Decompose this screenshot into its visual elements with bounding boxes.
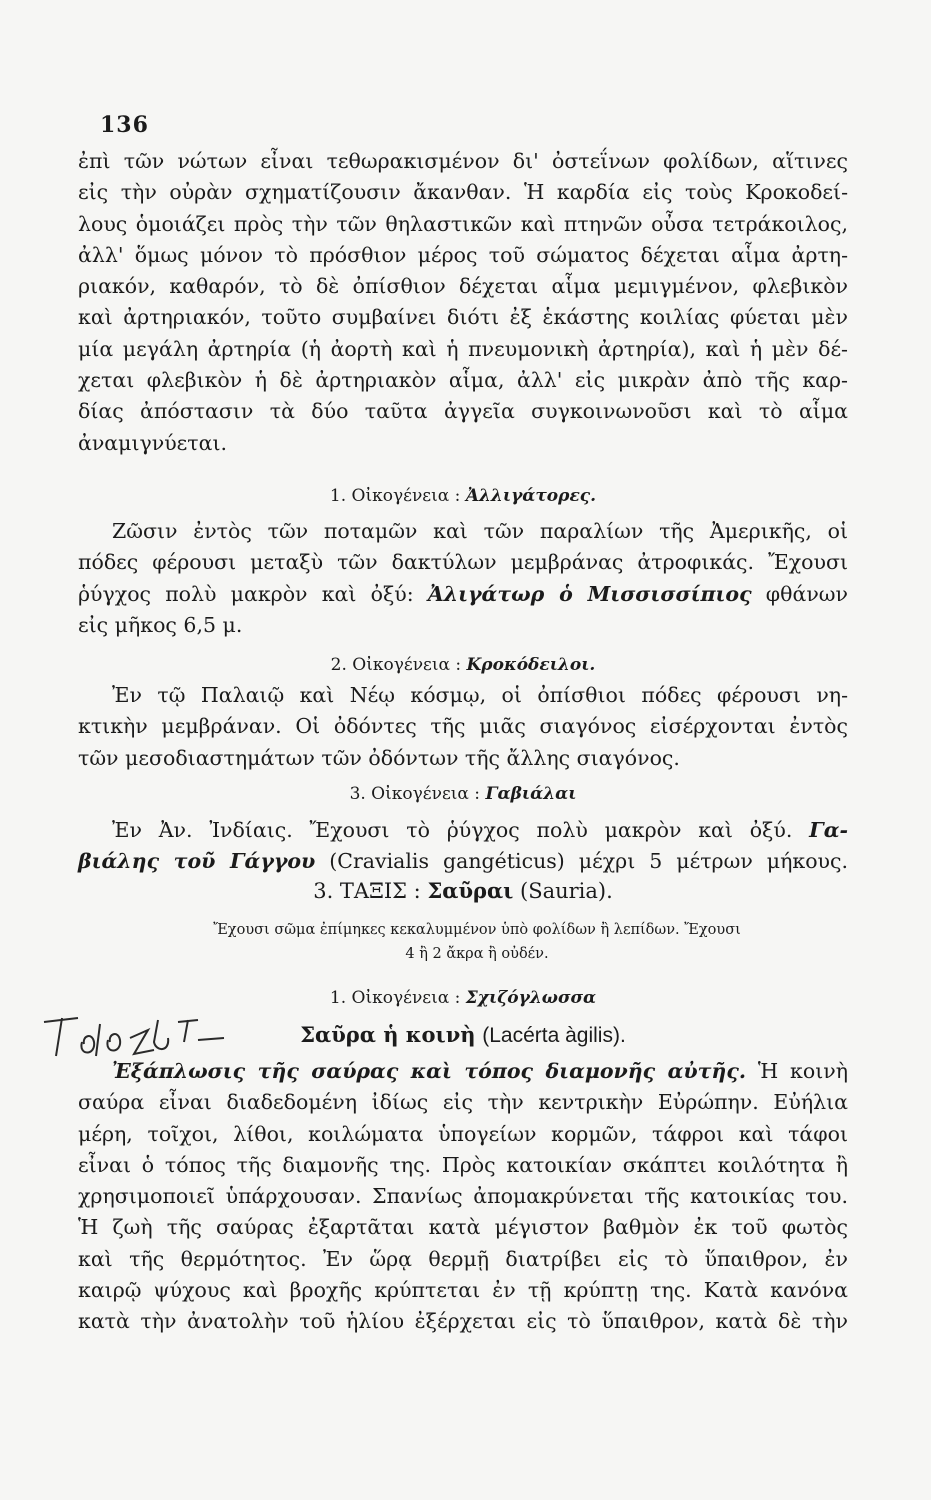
species-name: Γα- — [809, 818, 848, 842]
text-line: ἀλλ' ὅμως μόνον τὸ πρόσθιον μέρος τοῦ σώματος δέχεται αἷμα ἀρτη- — [78, 242, 848, 267]
family-2-heading — [78, 655, 848, 675]
text-line: 4 ἢ 2 ἄκρα ἢ οὐδέν. — [405, 946, 549, 962]
family-3-name: Γαβιάλαι — [485, 784, 577, 804]
family-1-heading — [78, 486, 848, 506]
family-s1-name: Σχιζόγλωσσα — [465, 988, 597, 1008]
text-line: μέρη, τοῖχοι, λίθοι, κοιλώματα ὑπογείων κορμῶν, τάφροι καὶ τάφοι — [78, 1121, 848, 1146]
text-line: ριακόν, καθαρόν, τὸ δὲ ὀπίσθιον δέχεται αἷμα μεμιγμένον, φλεβικὸν — [78, 274, 848, 299]
species-name: Ἀλιγάτωρ ὁ Μισσισσίπιος — [427, 581, 752, 606]
family-2-label: 2. Οἰκογένεια : — [330, 655, 462, 675]
text-line: Ζῶσιν ἐντὸς τῶν ποταμῶν καὶ τῶν παραλίων τῆς Ἀμερικῆς, οἱ — [112, 519, 848, 543]
text-line: ἐπὶ τῶν νώτων εἶναι τεθωρακισμένον δι' ὀστεΐνων φολίδων, αἵτινες — [78, 149, 848, 173]
family-s1-heading — [78, 988, 848, 1008]
family-3-label: 3. Οἰκογένεια : — [349, 784, 481, 804]
text-line: τῶν μεσοδιαστημάτων τῶν ὀδόντων τῆς ἄλλης σιαγόνος. — [78, 745, 680, 770]
text-line: καὶ ἀρτηριακόν, τοῦτο συμβαίνει διότι ἐξ ἑκάστης κοιλίας φύεται μὲν — [78, 305, 848, 330]
text-line: σαύρα εἶναι διαδεδομένη ἰδίως εἰς τὴν κεντρικὴν Εὐρώπην. Εὐήλια — [78, 1090, 848, 1115]
order-3-name: Σαῦραι — [427, 878, 514, 903]
text-line: εἰς μῆκος 6,5 μ. — [78, 612, 243, 637]
text-line: λους ὁμοιάζει πρὸς τὴν τῶν θηλαστικῶν καὶ πτηνῶν οὖσα τετράκοιλος, — [78, 211, 848, 236]
text-line: εἰς τὴν οὐρὰν σχηματίζουσιν ἄκανθαν. Ἡ καρδία εἰς τοὺς Κροκοδεί- — [78, 180, 848, 205]
text-line: χρησιμοποιεῖ ὑπάρχουσαν. Σπανίως ἀπομακρύνεται τῆς κατοικίας του. — [78, 1184, 848, 1209]
text-line — [78, 579, 848, 610]
text-fragment: φθάνων — [765, 581, 848, 606]
text-line: ἀναμιγνύεται. — [78, 430, 228, 455]
text-line: Ἔχουσι σῶμα ἐπίμηκες κεκαλυμμένον ὑπὸ φολίδων ἢ λεπίδων. Ἔχουσι — [213, 922, 741, 938]
family-1-name: Ἀλλιγάτορες. — [465, 486, 597, 506]
order-3-heading — [78, 878, 848, 903]
family-2-paragraph — [78, 680, 848, 774]
text-line: μία μεγάλη ἀρτηρία (ἡ ἀορτὴ καὶ ἡ πνευμονικὴ ἀρτηρία), καὶ ἡ μὲν δέ- — [78, 336, 848, 361]
text-line: κτικὴν μεμβράναν. Οἱ ὀδόντες τῆς μιᾶς σιαγόνος εἰσέρχονται ἐντὸς — [78, 714, 848, 739]
text-fragment: Ἡ κοινὴ — [757, 1059, 848, 1083]
text-line: κατὰ τὴν ἀνατολὴν τοῦ ἡλίου ἐξέρχεται εἰς τὸ ὕπαιθρον, κατὰ δὲ τὴν — [78, 1309, 848, 1334]
distribution-paragraph — [78, 1056, 848, 1338]
family-3-paragraph — [78, 815, 848, 878]
order-3-latin: (Sauria). — [520, 879, 613, 903]
text-line: καιρῷ ψύχους καὶ βροχῆς κρύπτεται ἐν τῇ κρύπτῃ της. Κατὰ κανόνα — [78, 1278, 848, 1303]
order-3-label: 3. ΤΑΞΙΣ : — [313, 879, 421, 903]
text-line: δίας ἀπόστασιν τὰ δύο ταῦτα ἀγγεῖα συγκοινωνοῦσι καὶ τὸ αἷμα — [78, 399, 848, 424]
text-line: Ἐν τῷ Παλαιῷ καὶ Νέῳ κόσμῳ, οἱ ὀπίσθιοι πόδες φέρουσι νη- — [112, 683, 848, 707]
text-fragment: Ἐν Ἀν. Ἰνδίαις. Ἔχουσι τὸ ῥύγχος πολὺ μακρὸν καὶ ὀξύ. — [112, 818, 793, 842]
species-latin-name: (Lacérta àgilis). — [482, 1024, 626, 1047]
text-line — [78, 1056, 848, 1087]
section-heading: Ἐξάπλωσις τῆς σαύρας καὶ τόπος διαμονῆς αὐτῆς. — [112, 1059, 746, 1083]
page-number: 136 — [100, 112, 149, 138]
family-1-label: 1. Οἰκογένεια : — [329, 486, 461, 506]
species-name: βιάλης τοῦ Γάγγου — [78, 849, 316, 874]
text-fragment: ῥύγχος πολὺ μακρὸν καὶ ὀξύ: — [78, 581, 414, 606]
text-fragment: (Cravialis gangéticus) μέχρι 5 μέτρων μήκους. — [329, 849, 848, 874]
order-3-note — [92, 918, 862, 966]
text-line: χεται φλεβικὸν ἡ δὲ ἀρτηριακὸν αἷμα, ἀλλ' εἰς μικρὰν ἀπὸ τῆς καρ- — [78, 368, 848, 393]
intro-paragraph — [78, 146, 848, 459]
text-line: εἶναι ὁ τόπος τῆς διαμονῆς της. Πρὸς κατοικίαν σκάπτει κοιλότητα ἢ — [78, 1152, 848, 1177]
family-2-name: Κροκόδειλοι. — [466, 655, 596, 675]
species-heading — [78, 1022, 848, 1048]
family-1-paragraph — [78, 516, 848, 641]
text-line: πόδες φέρουσι μεταξὺ τῶν δακτύλων μεμβράνας ἀτροφικάς. Ἔχουσι — [78, 550, 848, 575]
text-line: καὶ τῆς θερμότητος. Ἐν ὥρᾳ θερμῇ διατρίβει εἰς τὸ ὕπαιθρον, ἐν — [78, 1246, 848, 1271]
family-s1-label: 1. Οἰκογένεια : — [329, 988, 461, 1008]
family-3-heading — [78, 784, 848, 804]
text-line — [78, 815, 848, 846]
text-line — [78, 846, 848, 877]
species-greek-name: Σαῦρα ἡ κοινὴ — [300, 1022, 476, 1047]
text-line: Ἡ ζωὴ τῆς σαύρας ἐξαρτᾶται κατὰ μέγιστον βαθμὸν ἐκ τοῦ φωτὸς — [78, 1215, 848, 1240]
